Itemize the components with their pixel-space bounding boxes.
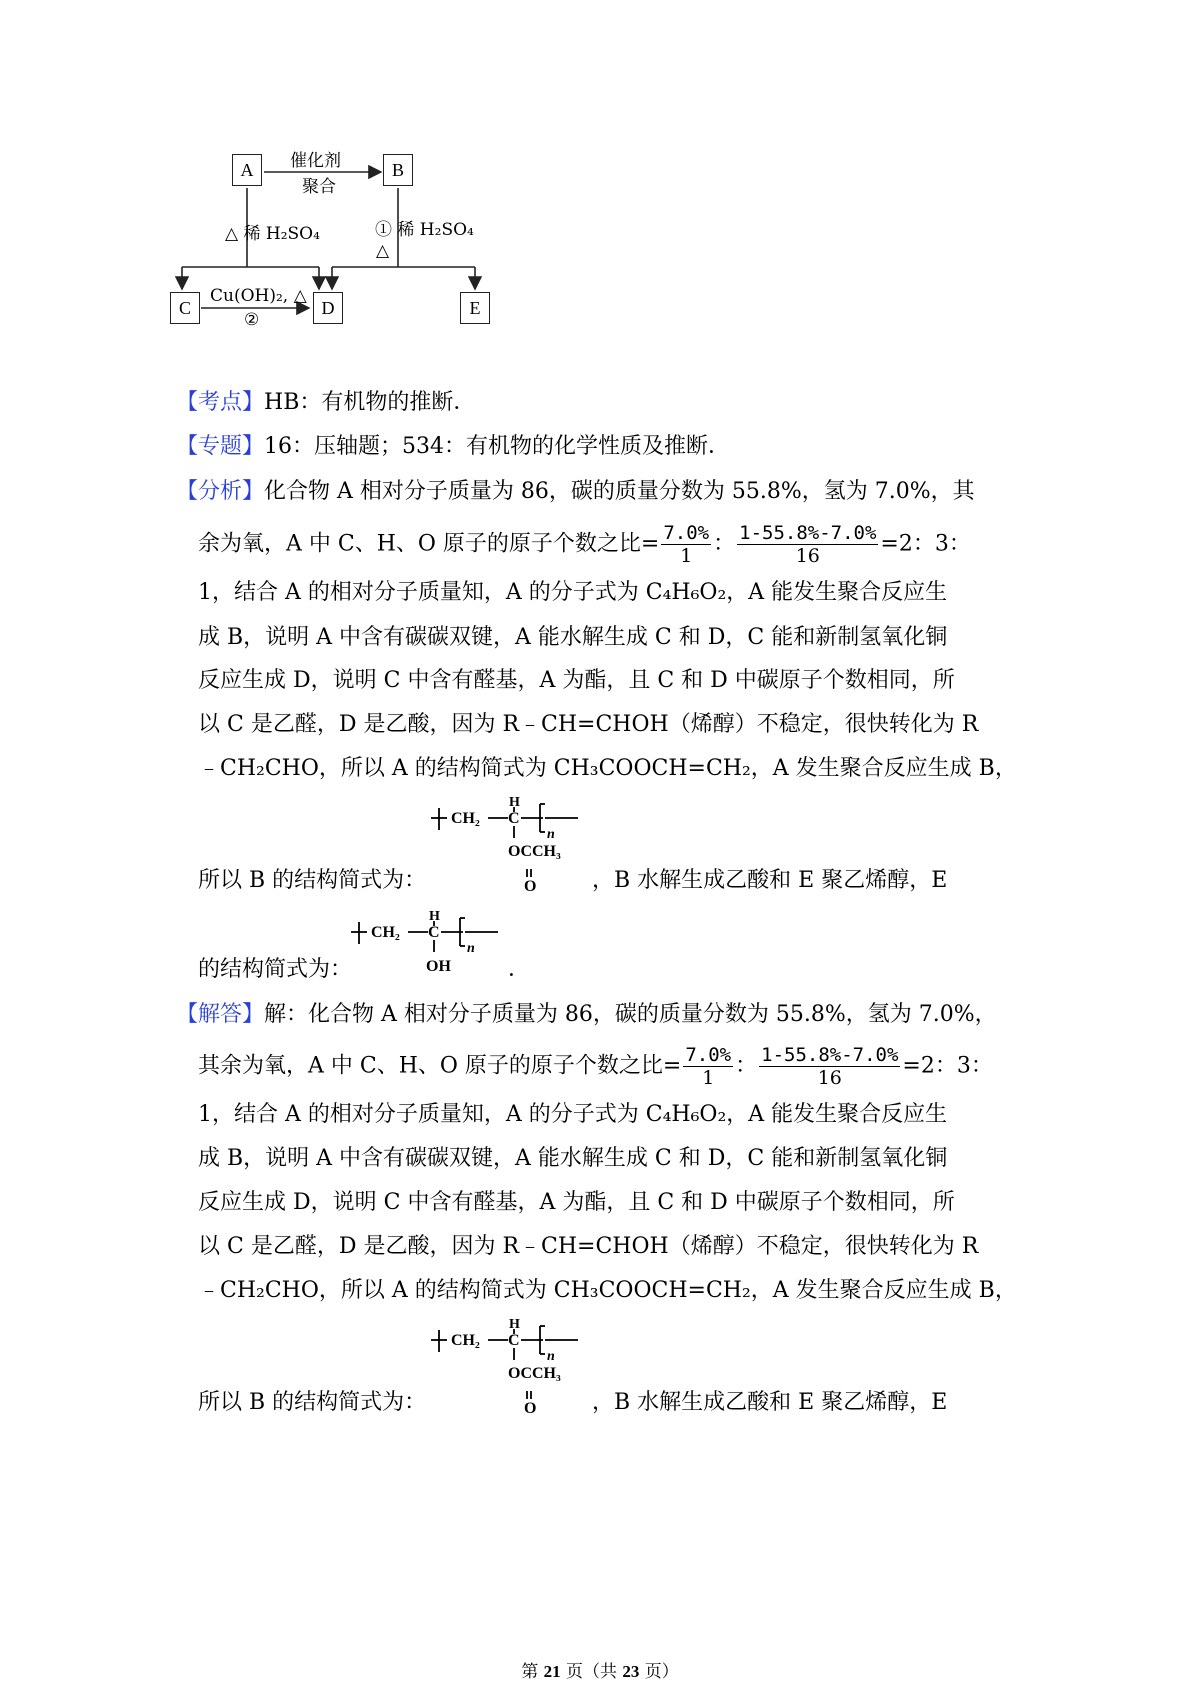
jieda-line-8: 所以 B 的结构简式为： [198,1390,427,1415]
jieda-fraction-oxygen-den: 16 [817,1067,842,1089]
fenxi-line-8-right: ，B 水解生成乙酸和 E 聚乙烯醇，E [592,868,948,893]
fenxi-tag: 【分析】 [176,479,265,504]
jieda-fraction-oxygen-num: 1-55.8%-7.0% [761,1044,899,1066]
footer-mid: 页（共 [560,1662,623,1682]
zhuanti-text: 16：压轴题；534：有机物的化学性质及推断． [264,434,731,459]
jieda-line-1 [176,1000,997,1030]
b2-o: O [524,1400,537,1416]
jieda-line-7: ﹣CH₂CHO，所以 A 的结构简式为 CH₃COOCH=CH₂，A 发生聚合反应生成 B， [198,1278,1017,1303]
fraction-oxygen-den: 16 [795,545,820,567]
b1-o: O [524,878,537,894]
jieda-line-6: 以 C 是乙醛，D 是乙酸，因为 R﹣CH=CHOH（烯醇）不稳定，很快转化为 R [198,1234,979,1259]
jieda-text-2b: =2：3： [902,1053,993,1079]
label-polymerize: 聚合 [302,177,336,197]
structure-e [348,910,508,978]
b1-h: H [509,796,520,810]
structure-b-analysis [428,796,588,894]
fenxi-line-8 [198,866,426,896]
jieda-line-2 [198,1044,993,1089]
jieda-fraction-hydrogen-den: 1 [702,1067,715,1089]
b1-occh3: OCCH₃ [508,843,561,860]
jieda-fraction-hydrogen-num: 7.0% [685,1044,732,1066]
fenxi-line-9: 的结构简式为： [198,957,353,982]
zhuanti-tag: 【专题】 [176,434,265,459]
fraction-hydrogen-den: 1 [680,545,693,567]
box-d: D [313,292,343,324]
fenxi-line-9-end: ． [508,957,531,982]
fenxi-text-2b: =2：3： [880,531,971,557]
fenxi-text-8a: 所以 B 的结构简式为： [198,868,427,893]
jieda-line-5: 反应生成 D，说明 C 中含有醛基，A 为酯，且 C 和 D 中碳原子个数相同，所 [198,1190,955,1215]
fenxi-line-6: 以 C 是乙醛，D 是乙酸，因为 R﹣CH=CHOH（烯醇）不稳定，很快转化为 R [198,712,979,737]
footer-page-number: 21 [543,1662,561,1681]
page-footer [0,1657,1200,1682]
fenxi-line-1 [176,477,975,507]
jieda-fraction-oxygen [759,1044,900,1089]
label-catalyst: 催化剂 [290,151,341,171]
kaodian-line [176,388,475,418]
b2-h: H [509,1318,520,1332]
e-n: n [467,941,475,956]
jieda-line-8-right: ，B 水解生成乙酸和 E 聚乙烯醇，E [592,1390,948,1415]
jieda-text-1: 解：化合物 A 相对分子质量为 86，碳的质量分数为 55.8%，氢为 7.0%， [264,1002,997,1027]
label-b-heat: △ [376,241,390,261]
ratio-separator: ： [713,531,736,557]
footer-post: 页） [639,1662,679,1682]
b2-n: n [547,1349,555,1364]
fenxi-text-1: 化合物 A 相对分子质量为 86，碳的质量分数为 55.8%，氢为 7.0%，其 [264,479,975,504]
b1-ch2: CH₂ [451,810,480,827]
box-a: A [232,154,262,186]
label-b-hydrolysis: ① 稀 H₂SO₄ [375,220,474,240]
jieda-line-3: 1，结合 A 的相对分子质量知，A 的分子式为 C₄H₆O₂，A 能发生聚合反应生 [198,1102,948,1127]
footer-total-pages: 23 [622,1662,640,1681]
box-b: B [383,154,413,186]
fraction-hydrogen-num: 7.0% [663,522,710,544]
fraction-hydrogen [661,522,711,567]
jieda-text-2a: 其余为氧，A 中 C、H、O 原子的原子个数之比= [198,1053,682,1079]
b2-occh3: OCCH₃ [508,1365,561,1382]
jieda-ratio-separator: ： [735,1053,758,1079]
jieda-fraction-hydrogen [683,1044,733,1089]
b1-c: C [508,810,520,827]
fenxi-line-3: 1，结合 A 的相对分子质量知，A 的分子式为 C₄H₆O₂，A 能发生聚合反应生 [198,580,948,605]
structure-b-answer [428,1318,588,1416]
box-c: C [170,292,200,324]
jieda-line-4: 成 B，说明 A 中含有碳碳双键，A 能水解生成 C 和 D，C 能和新制氢氧化铜 [198,1146,948,1171]
footer-pre: 第 [521,1662,544,1682]
b2-ch2: CH₂ [451,1332,480,1349]
zhuanti-line [176,432,730,462]
b2-c: C [508,1332,520,1349]
label-a-hydrolysis: △ 稀 H₂SO₄ [225,224,320,244]
kaodian-tag: 【考点】 [176,390,265,415]
fenxi-line-5: 反应生成 D，说明 C 中含有醛基，A 为酯，且 C 和 D 中碳原子个数相同，所 [198,668,955,693]
fenxi-line-2 [198,522,971,567]
e-c: C [428,924,440,941]
label-step-2: ② [244,310,260,330]
fenxi-line-7: ﹣CH₂CHO，所以 A 的结构简式为 CH₃COOCH=CH₂，A 发生聚合反应生成 B， [198,756,1017,781]
fraction-oxygen [737,522,878,567]
b1-n: n [547,827,555,842]
fraction-oxygen-num: 1-55.8%-7.0% [739,522,877,544]
jieda-tag: 【解答】 [176,1002,265,1027]
e-oh: OH [426,958,451,975]
box-e: E [460,292,490,324]
label-cuoh2: Cu(OH)₂, △ [210,286,307,306]
e-h: H [429,910,440,924]
fenxi-line-4: 成 B，说明 A 中含有碳碳双键，A 能水解生成 C 和 D，C 能和新制氢氧化铜 [198,625,948,650]
fenxi-text-2a: 余为氧，A 中 C、H、O 原子的原子个数之比= [198,531,660,557]
e-ch2: CH₂ [371,924,400,941]
kaodian-text: HB：有机物的推断． [264,390,476,415]
